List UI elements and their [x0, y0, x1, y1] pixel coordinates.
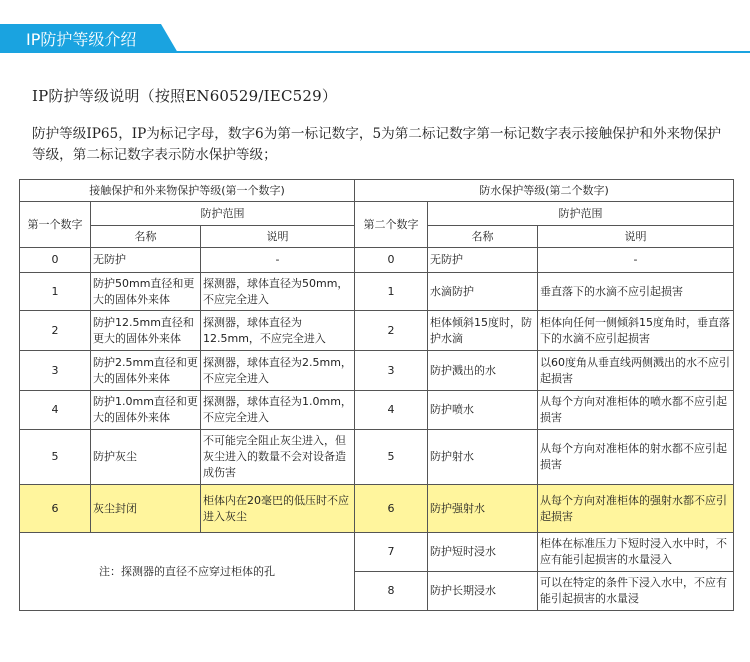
left-digit-header: 第一个数字	[20, 202, 91, 248]
left-name-cell: 防护50mm直径和更大的固体外来体	[91, 273, 201, 311]
left-desc-cell: 探测器，球体直径为12.5mm，不应完全进入	[201, 311, 355, 351]
right-digit-cell: 0	[355, 248, 428, 273]
right-name-cell: 防护长期浸水	[428, 572, 538, 611]
left-name-header: 名称	[91, 226, 201, 248]
left-explain-header: 说明	[201, 226, 355, 248]
right-digit-cell: 6	[355, 485, 428, 533]
left-range-header: 防护范围	[91, 202, 355, 226]
table-row	[20, 248, 734, 273]
right-name-cell: 柜体倾斜15度时，防护水滴	[428, 311, 538, 351]
right-digit-cell: 4	[355, 391, 428, 430]
left-name-cell: 灰尘封闭	[91, 485, 201, 533]
left-desc-cell: 探测器，球体直径为1.0mm，不应完全进入	[201, 391, 355, 430]
right-table-header: 防水保护等级(第二个数字)	[355, 180, 734, 202]
left-desc-cell: 不可能完全阻止灰尘进入，但灰尘进入的数量不会对设备造成伤害	[201, 430, 355, 485]
ip-rating-table	[19, 179, 734, 611]
right-desc-cell: 从每个方向对准柜体的射水都不应引起损害	[538, 430, 734, 485]
section-subtitle: IP防护等级说明（按照EN60529/IEC529）	[32, 87, 338, 105]
left-digit-cell: 6	[20, 485, 91, 533]
left-desc-cell: -	[201, 248, 355, 273]
right-name-cell: 防护强射水	[428, 485, 538, 533]
right-desc-cell: 柜体向任何一侧倾斜15度角时，垂直落下的水滴不应引起损害	[538, 311, 734, 351]
page-title: IP防护等级介绍	[26, 30, 137, 49]
right-range-header: 防护范围	[428, 202, 734, 226]
left-name-cell: 防护2.5mm直径和更大的固体外来体	[91, 351, 201, 391]
right-desc-cell: -	[538, 248, 734, 273]
right-digit-cell: 5	[355, 430, 428, 485]
right-desc-cell: 垂直落下的水滴不应引起损害	[538, 273, 734, 311]
left-digit-cell: 2	[20, 311, 91, 351]
right-desc-cell: 柜体在标准压力下短时浸入水中时，不应有能引起损害的水量浸入	[538, 533, 734, 572]
table-row-highlighted	[20, 485, 734, 533]
right-name-cell: 防护喷水	[428, 391, 538, 430]
left-desc-cell: 探测器，球体直径为2.5mm，不应完全进入	[201, 351, 355, 391]
table-row	[20, 533, 734, 572]
left-name-cell: 无防护	[91, 248, 201, 273]
table-row	[20, 351, 734, 391]
table-row	[20, 311, 734, 351]
right-desc-cell: 从每个方向对准柜体的喷水都不应引起损害	[538, 391, 734, 430]
right-name-cell: 防护短时浸水	[428, 533, 538, 572]
section-description: 防护等级IP65，IP为标记字母，数字6为第一标记数字，5为第二标记数字第一标记数字表示接触保护和外来物保护等级，第二标记数字表示防水保护等级；	[32, 126, 721, 163]
table-row	[20, 391, 734, 430]
left-digit-cell: 1	[20, 273, 91, 311]
right-name-cell: 防护射水	[428, 430, 538, 485]
right-digit-cell: 7	[355, 533, 428, 572]
left-name-cell: 防护12.5mm直径和更大的固体外来体	[91, 311, 201, 351]
left-digit-cell: 5	[20, 430, 91, 485]
left-name-cell: 防护1.0mm直径和更大的固体外来体	[91, 391, 201, 430]
right-name-cell: 无防护	[428, 248, 538, 273]
right-name-header: 名称	[428, 226, 538, 248]
left-table-header: 接触保护和外来物保护等级(第一个数字)	[20, 180, 355, 202]
right-digit-header: 第二个数字	[355, 202, 428, 248]
right-explain-header: 说明	[538, 226, 734, 248]
right-digit-cell: 8	[355, 572, 428, 611]
left-digit-cell: 4	[20, 391, 91, 430]
right-name-cell: 防护溅出的水	[428, 351, 538, 391]
right-desc-cell: 从每个方向对准柜体的强射水都不应引起损害	[538, 485, 734, 533]
left-name-cell: 防护灰尘	[91, 430, 201, 485]
right-digit-cell: 3	[355, 351, 428, 391]
left-desc-cell: 柜体内在20毫巴的低压时不应进入灰尘	[201, 485, 355, 533]
right-digit-cell: 2	[355, 311, 428, 351]
right-desc-cell: 以60度角从垂直线两侧溅出的水不应引起损害	[538, 351, 734, 391]
left-digit-cell: 0	[20, 248, 91, 273]
right-name-cell: 水滴防护	[428, 273, 538, 311]
left-desc-cell: 探测器，球体直径为50mm，不应完全进入	[201, 273, 355, 311]
right-digit-cell: 1	[355, 273, 428, 311]
table-row	[20, 273, 734, 311]
left-digit-cell: 3	[20, 351, 91, 391]
right-desc-cell: 可以在特定的条件下浸入水中，不应有能引起损害的水量浸	[538, 572, 734, 611]
table-row	[20, 430, 734, 485]
table-note: 注：探测器的直径不应穿过柜体的孔	[20, 533, 355, 611]
